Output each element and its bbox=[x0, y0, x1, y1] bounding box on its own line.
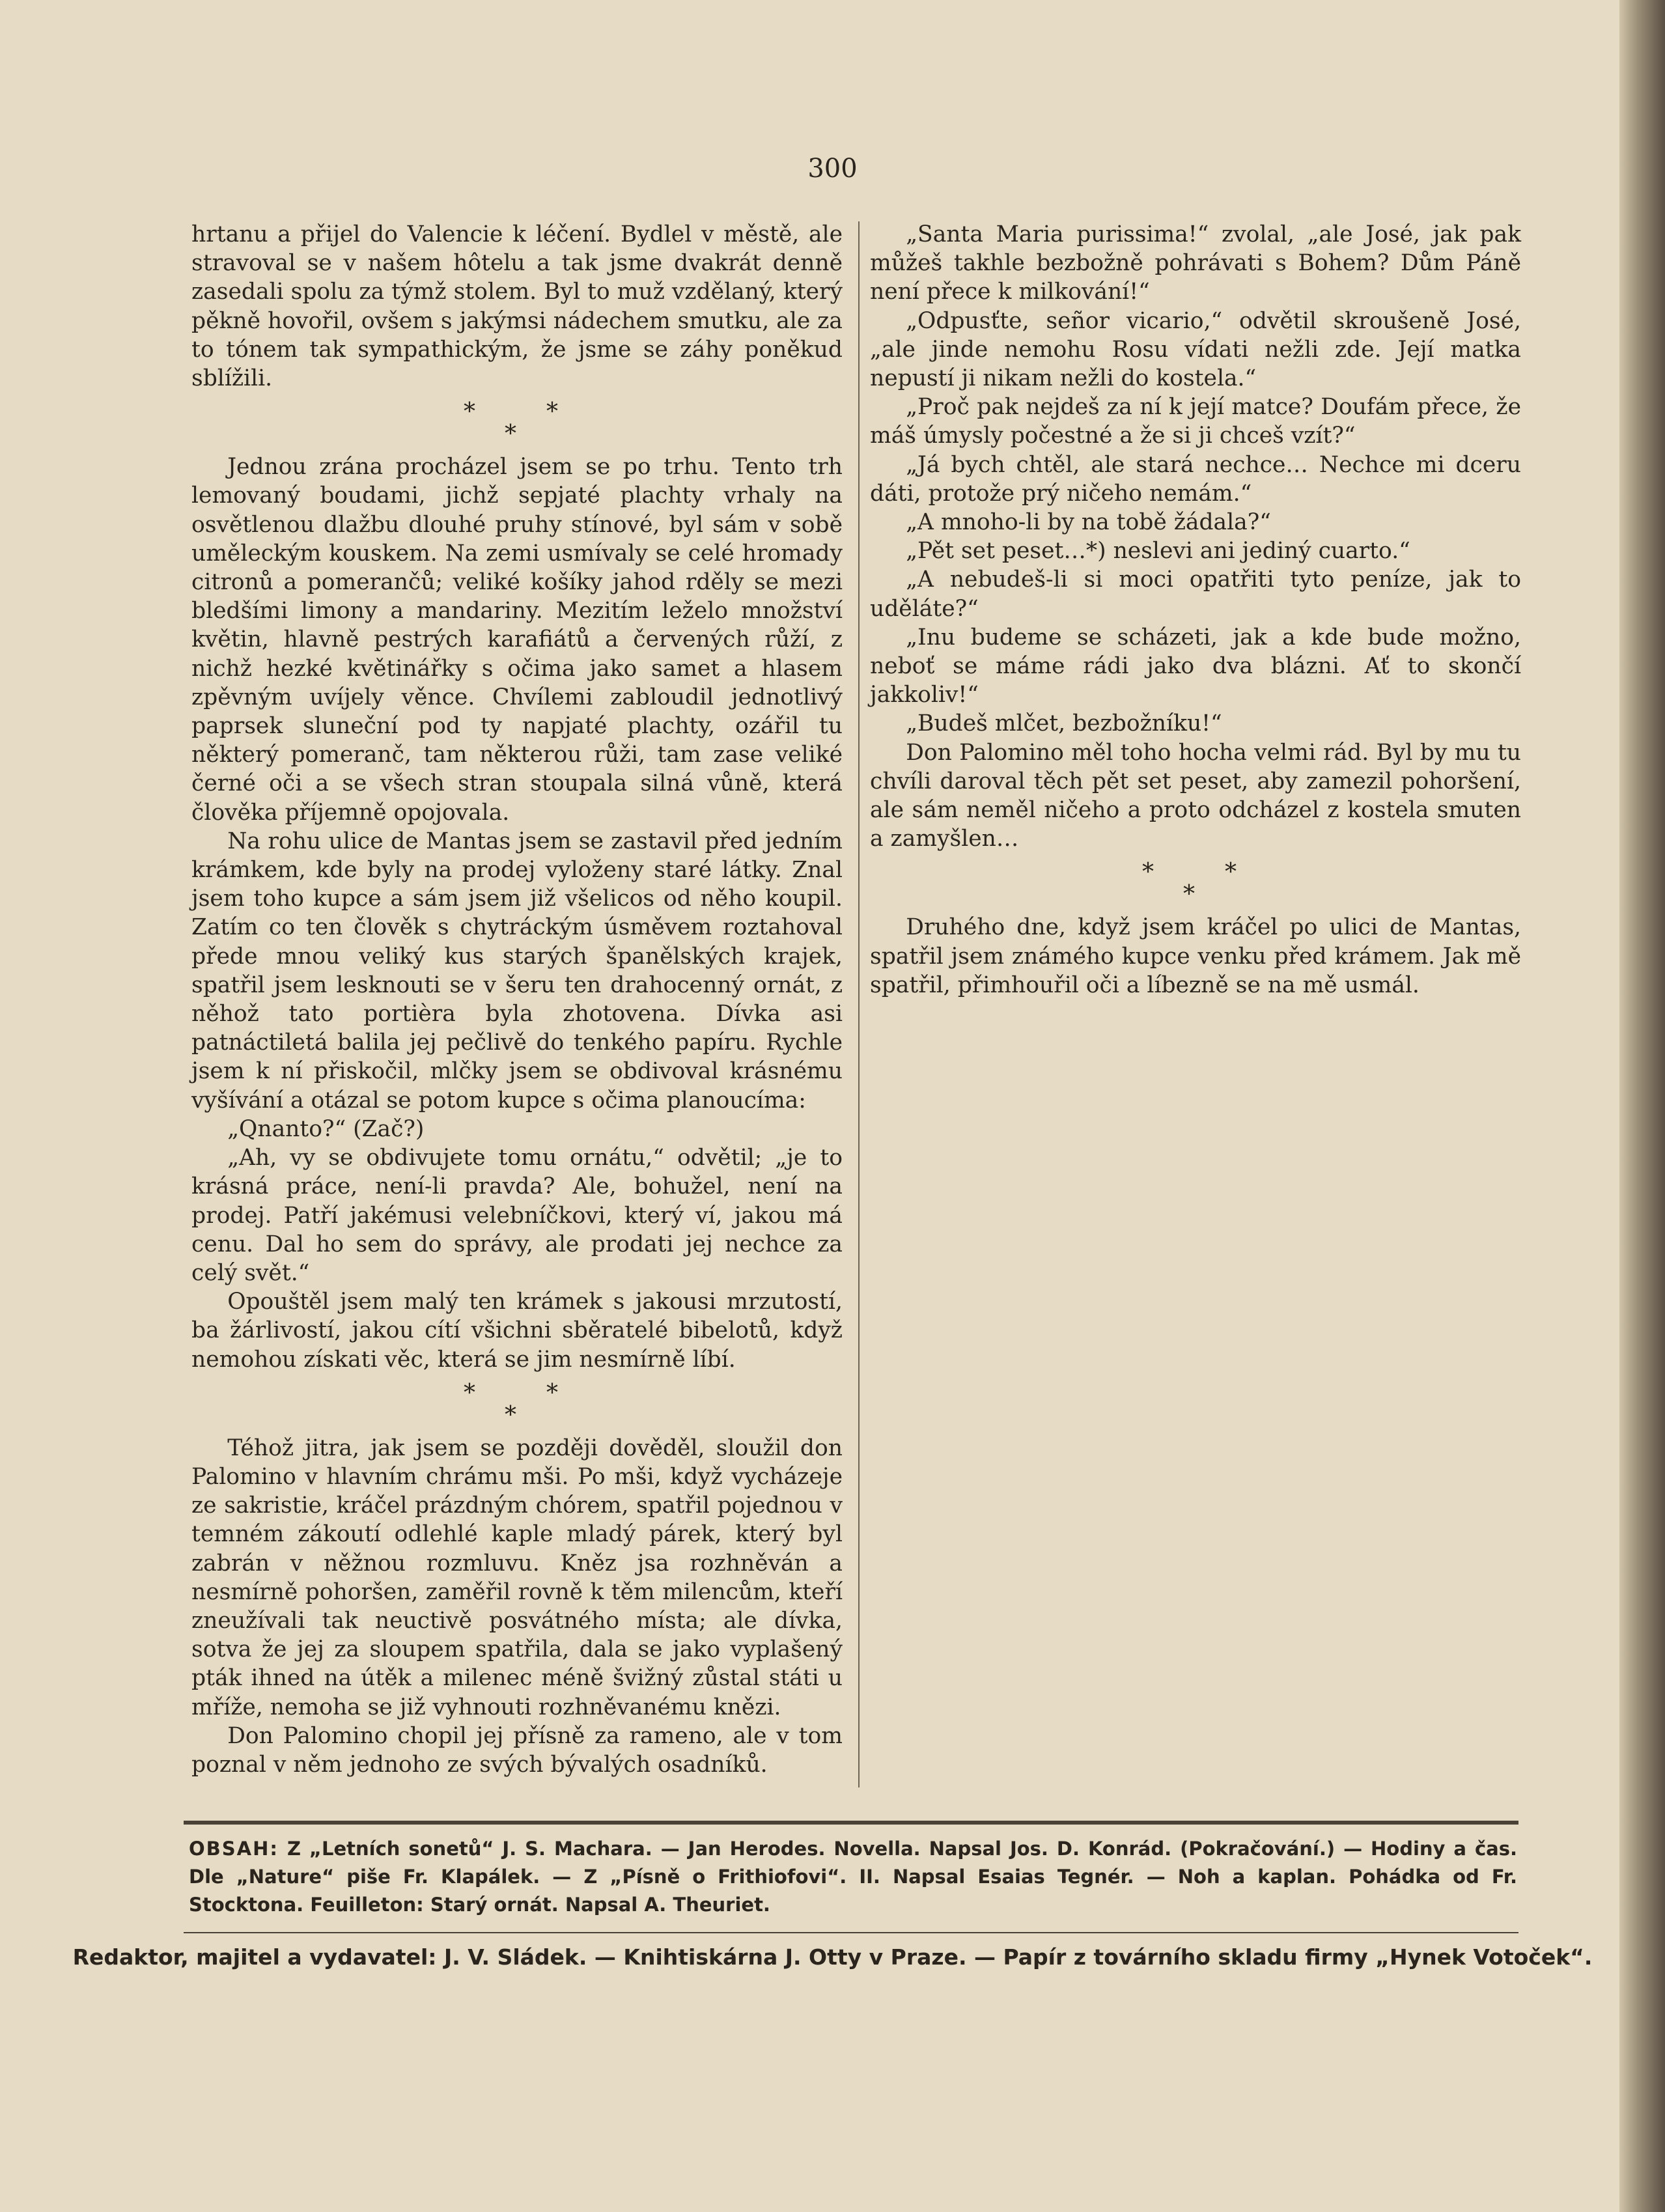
star-1: * bbox=[464, 399, 475, 426]
right-paragraph-2: „Odpusťte, señor vicario,“ odvětil skroušeně José, „ale jinde nemohu Rosu vídati nežli zde. Její matka nepustí ji nikam nežli do kostela.“ bbox=[870, 307, 1521, 392]
left-paragraph-1: hrtanu a přijel do Valencie k léčení. Bydlel v městě, ale stravoval se v našem hôtelu a tak jsme dvakrát denně zasedali spolu za týmž stolem. Byl to muž vzdělaný, který pěkně hovořil, ovšem s jakýmsi nádechem smutku, ale za to tónem tak sympathickým, že jsme se záhy poněkud sblížili. bbox=[191, 221, 843, 392]
star-7: * bbox=[1142, 859, 1154, 886]
section-separator-2 bbox=[191, 1375, 843, 1433]
star-8: * bbox=[1225, 859, 1237, 886]
page-number: 300 bbox=[807, 154, 858, 184]
star-3: * bbox=[505, 421, 516, 448]
right-paragraph-7: „A nebudeš-li si moci opatřiti tyto peníze, jak to uděláte?“ bbox=[870, 567, 1521, 622]
publisher-line: Redaktor, majitel a vydavatel: J. V. Sládek. — Knihtiskárna J. Otty v Praze. — Papír z továrního skladu firmy „Hynek Votoček“. bbox=[72, 1944, 1593, 1970]
left-paragraph-7: Téhož jitra, jak jsem se později dověděl, sloužil don Palomino v hlavním chrámu mši. Po mši, když vycházeje ze sakristie, kráčel prázdným chórem, spatřil pojednou v temném zákoutí odlehlé kaple mladý párek, který byl zabrán v něžnou rozmluvu. Kněz jsa rozhněván a nesmírně pohoršen, zaměřil rovně k těm milencům, kteří zneužívali tak neuctivě posvátného místa; ale dívka, sotva že jej za sloupem spatřila, dala se jako vyplašený pták ihned na útěk a milenec méně švižný zůstal státi u mříže, nemoha se již vyhnouti rozhněvanému knězi. bbox=[191, 1435, 843, 1720]
summary-top-rule bbox=[184, 1821, 1518, 1825]
right-paragraph-9: „Budeš mlčet, bezbožníku!“ bbox=[906, 710, 1222, 737]
right-paragraph-3: „Proč pak nejdeš za ní k její matce? Doufám přece, že máš úmysly počestné a že si ji chceš vzít?“ bbox=[870, 394, 1521, 449]
left-paragraph-4: „Qnanto?“ (Zač?) bbox=[227, 1115, 425, 1142]
star-2: * bbox=[546, 399, 558, 426]
left-column bbox=[191, 220, 843, 1779]
right-column bbox=[870, 220, 1521, 1000]
right-paragraph-6: „Pět set peset…*) neslevi ani jediný cuarto.“ bbox=[906, 538, 1410, 565]
right-paragraph-8: „Inu budeme se scházeti, jak a kde bude možno, neboť se máme rádi jako dva blázni. Ať to skončí jakkoliv!“ bbox=[870, 624, 1521, 708]
right-paragraph-10: Don Palomino měl toho hocha velmi rád. Byl by mu tu chvíli daroval těch pět set peset, aby zamezil pohoršení, ale sám neměl ničeho a proto odcházel z kostela smuten a zamyšlen… bbox=[870, 739, 1521, 852]
left-paragraph-2: Jednou zrána procházel jsem se po trhu. Tento trh lemovaný boudami, jichž sepjaté plachty vrhaly na osvětlenou dlažbu dlouhé pruhy stínové, byl sám v sobě uměleckým kouskem. Na zemi usmívaly se celé hromady citronů a pomerančů; veliké košíky jahod rděly se mezi bledšími limony a mandariny. Mezitím leželo množství květin, hlavně pestrých karafiátů a červených růží, z nichž hezké květinářky s očima jako samet a hlasem zpěvným uvíjely věnce. Chvílemi zabloudil jednotlivý paprsek sluneční pod ty napjaté plachty, ozářil tu některý pomeranč, tam některou růži, tam zase veliké černé oči a se všech stran stoupala silná vůně, která člověka příjemně opojovala. bbox=[191, 454, 843, 826]
left-paragraph-6: Opouštěl jsem malý ten krámek s jakousi mrzutostí, ba žárlivostí, jakou cítí všichni sběratelé bibelotů, když nemohou získati věc, která se jim nesmírně líbí. bbox=[191, 1289, 843, 1373]
summary-label: OBSAH: bbox=[189, 1838, 279, 1860]
contents-summary bbox=[189, 1835, 1517, 1919]
summary-bottom-rule bbox=[184, 1932, 1518, 1933]
column-divider bbox=[858, 221, 860, 1787]
left-paragraph-8: Don Palomino chopil jej přísně za rameno, ale v tom poznal v něm jednoho ze svých bývalých osadníků. bbox=[191, 1722, 843, 1778]
left-paragraph-3: Na rohu ulice de Mantas jsem se zastavil před jedním krámkem, kde byly na prodej vyloženy staré látky. Znal jsem toho kupce a sám jsem již všelicos od něho koupil. Zatím co ten člověk s chytráckým úsměvem roztahoval přede mnou veliký kus starých španělských krajek, spatřil jsem lesknouti se v šeru ten drahocenný ornát, z něhož tato portièra byla zhotovena. Dívka asi patnáctiletá balila jej pečlivě do tenkého papíru. Rychle jsem k ní přiskočil, mlčky jsem se obdivoval krásnému vyšívání a otázal se potom kupce s očima planoucíma: bbox=[191, 828, 843, 1113]
scan-edge bbox=[1619, 0, 1665, 2212]
star-9: * bbox=[1183, 881, 1195, 908]
star-5: * bbox=[546, 1379, 558, 1407]
star-4: * bbox=[464, 1379, 475, 1407]
left-paragraph-5: „Ah, vy se obdivujete tomu ornátu,“ odvětil; „je to krásná práce, není-li pravda? Ale, bohužel, není na prodej. Patří jakémusi velebníčkovi, který ví, jakou má cenu. Dal ho sem do správy, ale prodati jej nechce za celý svět.“ bbox=[191, 1145, 843, 1286]
right-paragraph-4: „Já bych chtěl, ale stará nechce… Nechce mi dceru dáti, protože prý ničeho nemám.“ bbox=[870, 451, 1521, 507]
section-separator-1 bbox=[191, 394, 843, 451]
section-separator-3 bbox=[870, 854, 1521, 912]
right-paragraph-1: „Santa Maria purissima!“ zvolal, „ale José, jak pak můžeš takhle bezbožně pohrávati s Bohem? Dům Páně není přece k milkování!“ bbox=[870, 221, 1521, 305]
star-6: * bbox=[505, 1401, 516, 1429]
summary-text: Z „Letních sonetů“ J. S. Machara. — Jan Herodes. Novella. Napsal Jos. D. Konrád. (Pokračování.) — Hodiny a čas. Dle „Nature“ piše Fr. Klapálek. — Z „Písně o Frithiofovi“. II. Napsal Esaias Tegnér. — Noh a kaplan. Pohádka od Fr. Stocktona. Feuilleton: Starý ornát. Napsal A. Theuriet. bbox=[189, 1838, 1517, 1916]
right-paragraph-5: „A mnoho-li by na tobě žádala?“ bbox=[906, 509, 1271, 536]
right-paragraph-11: Druhého dne, když jsem kráčel po ulici de Mantas, spatřil jsem známého kupce venku před krámem. Jak mě spatřil, přimhouřil oči a líbezně se na mě usmál. bbox=[870, 914, 1521, 998]
